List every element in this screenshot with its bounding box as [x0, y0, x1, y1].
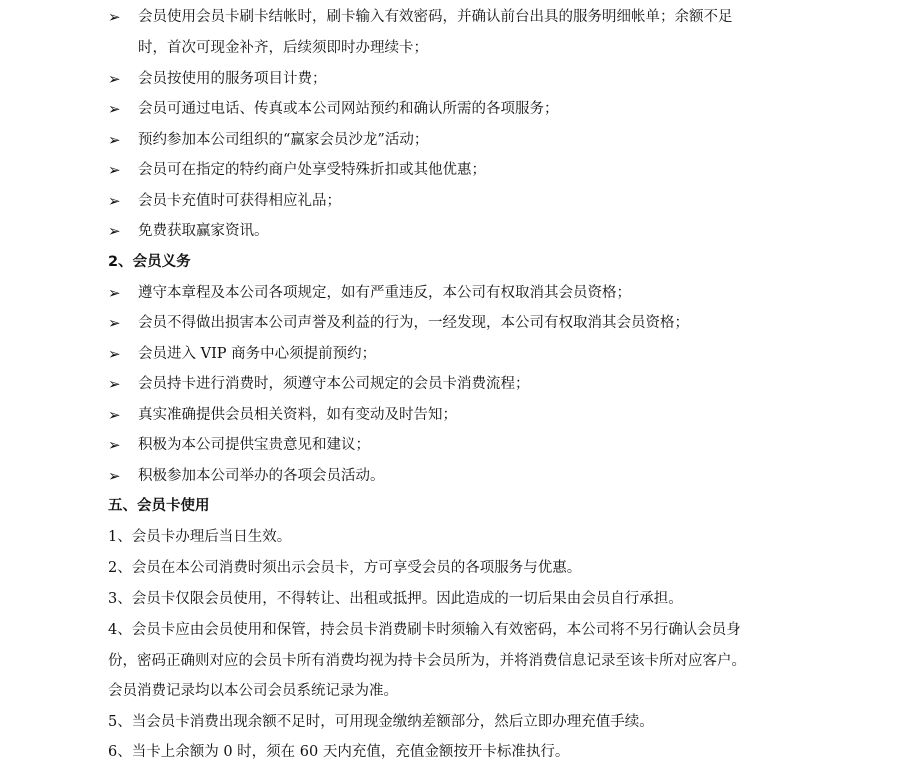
list-item-text: 会员进入 VIP 商务中心须提前预约；: [138, 346, 377, 362]
list-item-text: 真实准确提供会员相关资料，如有变动及时告知；: [138, 407, 457, 423]
heading-text: 2、会员义务: [108, 254, 191, 270]
arrow-bullet-icon: ➢: [108, 436, 121, 454]
arrow-bullet-icon: ➢: [108, 345, 121, 363]
list-item-text: 会员卡充值时可获得相应礼品；: [138, 193, 341, 209]
list-item-text: 会员使用会员卡刷卡结帐时，刷卡输入有效密码，并确认前台出具的服务明细帐单；余额不足: [138, 9, 733, 25]
heading-text: 五、会员卡使用: [108, 498, 210, 514]
list-item-text: 遵守本章程及本公司各项规定，如有严重违反，本公司有权取消其会员资格；: [138, 285, 631, 301]
arrow-bullet-icon: ➢: [108, 284, 121, 302]
list-item-text: 会员不得做出损害本公司声誉及利益的行为，一经发现，本公司有权取消其会员资格；: [138, 315, 689, 331]
list-item-text: 会员可在指定的特约商户处享受特殊折扣或其他优惠；: [138, 162, 486, 178]
list-item-text: 会员可通过电话、传真或本公司网站预约和确认所需的各项服务；: [138, 101, 559, 117]
arrow-bullet-icon: ➢: [108, 192, 121, 210]
arrow-bullet-icon: ➢: [108, 467, 121, 485]
list-item-text: 积极参加本公司举办的各项会员活动。: [138, 468, 385, 484]
paragraph-text: 份，密码正确则对应的会员卡所有消费均视为持卡会员所为，并将消费信息记录至该卡所对应客户。: [108, 653, 746, 669]
paragraph-text: 2、会员在本公司消费时须出示会员卡，方可享受会员的各项服务与优惠。: [108, 560, 582, 576]
paragraph-text: 6、当卡上余额为 0 时，须在 60 天内充值，充值金额按开卡标准执行。: [108, 744, 570, 760]
arrow-bullet-icon: ➢: [108, 70, 121, 88]
paragraph-text: 1、会员卡办理后当日生效。: [108, 529, 292, 545]
list-item-text: 会员持卡进行消费时，须遵守本公司规定的会员卡消费流程；: [138, 376, 530, 392]
paragraph-text: 4、会员卡应由会员使用和保管，持会员卡消费刷卡时须输入有效密码，本公司将不另行确认会员身: [108, 622, 741, 638]
list-item-text: 时，首次可现金补齐，后续须即时办理续卡；: [138, 40, 428, 56]
paragraph-text: 会员消费记录均以本公司会员系统记录为准。: [108, 683, 398, 699]
arrow-bullet-icon: ➢: [108, 161, 121, 179]
arrow-bullet-icon: ➢: [108, 100, 121, 118]
arrow-bullet-icon: ➢: [108, 314, 121, 332]
arrow-bullet-icon: ➢: [108, 8, 121, 26]
arrow-bullet-icon: ➢: [108, 406, 121, 424]
list-item-text: 预约参加本公司组织的“赢家会员沙龙”活动；: [138, 132, 429, 148]
arrow-bullet-icon: ➢: [108, 375, 121, 393]
arrow-bullet-icon: ➢: [108, 131, 121, 149]
paragraph-text: 3、会员卡仅限会员使用，不得转让、出租或抵押。因此造成的一切后果由会员自行承担。: [108, 591, 683, 607]
list-item-text: 会员按使用的服务项目计费；: [138, 71, 327, 87]
arrow-bullet-icon: ➢: [108, 222, 121, 240]
list-item-text: 积极为本公司提供宝贵意见和建议；: [138, 437, 370, 453]
list-item-text: 免费获取赢家资讯。: [138, 223, 269, 239]
paragraph-text: 5、当会员卡消费出现余额不足时，可用现金缴纳差额部分，然后立即办理充值手续。: [108, 714, 654, 730]
